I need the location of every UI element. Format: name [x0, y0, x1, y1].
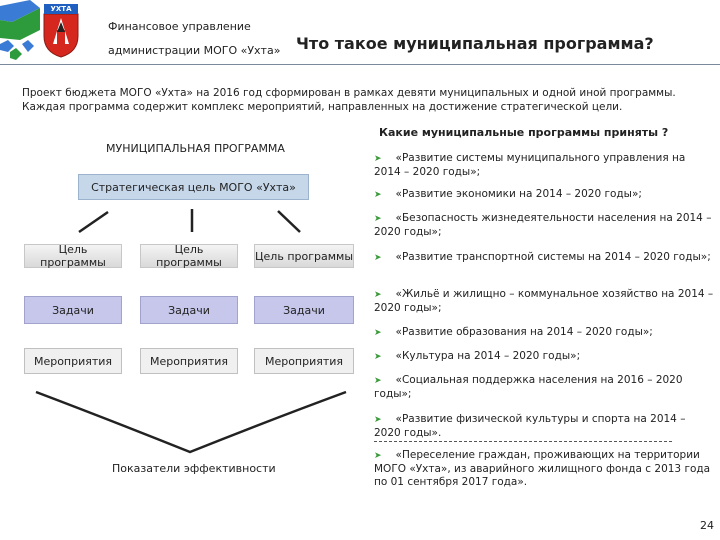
task-box-1: Задачи: [24, 296, 122, 324]
program-item-9: ➤ «Развитие физической культуры и спорта на 2014 – 2020 годы».: [374, 413, 686, 439]
arrow-bullet-icon: ➤: [374, 415, 382, 425]
program-item-6: ➤ «Развитие образования на 2014 – 2020 годы»;: [374, 326, 653, 338]
org-name-line1: Финансовое управление: [108, 20, 251, 33]
arrow-bullet-icon: ➤: [374, 190, 382, 200]
goal-box-2: Цель программы: [140, 244, 238, 268]
program-item-3: ➤ «Безопасность жизнедеятельности населения на 2014 – 2020 годы»;: [374, 212, 712, 238]
intro-text: Проект бюджета МОГО «Ухта» на 2016 год сформирован в рамках девяти муниципальных и одной иной программы. Каждая программа содержит комплекс мероприятий, направленных на достижение стратегической цели.: [22, 87, 676, 113]
task-box-2: Задачи: [140, 296, 238, 324]
program-item-2: ➤ «Развитие экономики на 2014 – 2020 годы»;: [374, 188, 642, 200]
program-item-1: ➤ «Развитие системы муниципального управления на 2014 – 2020 годы»;: [374, 152, 686, 178]
program-item-5: ➤ «Жильё и жилищно – коммунальное хозяйство на 2014 – 2020 годы»;: [374, 288, 714, 314]
goal-box-3: Цель программы: [254, 244, 354, 268]
task-box-3: Задачи: [254, 296, 354, 324]
event-box-3: Мероприятия: [254, 348, 354, 374]
arrow-bullet-icon: ➤: [374, 451, 382, 461]
arrow-bullet-icon: ➤: [374, 290, 382, 300]
page-number: 24: [700, 519, 714, 532]
goal-box-1: Цель программы: [24, 244, 122, 268]
arrow-right: [278, 211, 300, 232]
programs-divider: [374, 441, 672, 442]
org-name-line2: администрации МОГО «Ухта»: [108, 44, 281, 57]
indicators-label: Показатели эффективности: [112, 462, 276, 475]
event-box-1: Мероприятия: [24, 348, 122, 374]
diagram-title: МУНИЦИПАЛЬНАЯ ПРОГРАММА: [106, 142, 285, 155]
program-item-8: ➤ «Социальная поддержка населения на 2016 – 2020 годы»;: [374, 374, 683, 400]
page-title: Что такое муниципальная программа?: [296, 34, 654, 53]
strategic-goal-box: Стратегическая цель МОГО «Ухта»: [78, 174, 309, 200]
event-box-2: Мероприятия: [140, 348, 238, 374]
indicators-bracket: [36, 392, 346, 452]
arrow-bullet-icon: ➤: [374, 352, 382, 362]
arrow-left: [79, 212, 108, 232]
arrow-bullet-icon: ➤: [374, 376, 382, 386]
program-item-7: ➤ «Культура на 2014 – 2020 годы»;: [374, 350, 581, 362]
program-item-10: ➤ «Переселение граждан, проживающих на территории МОГО «Ухта», из аварийного жилищного фонда с 2013 года по 01 сентября 2017 года».: [374, 449, 711, 488]
arrow-bullet-icon: ➤: [374, 328, 382, 338]
arrow-bullet-icon: ➤: [374, 214, 382, 224]
emblem-text: УХТА: [50, 5, 72, 13]
program-item-4: ➤ «Развитие транспортной системы на 2014 – 2020 годы»;: [374, 251, 711, 263]
arrow-bullet-icon: ➤: [374, 154, 382, 164]
programs-heading: Какие муниципальные программы приняты ?: [379, 126, 669, 139]
arrow-bullet-icon: ➤: [374, 253, 382, 263]
